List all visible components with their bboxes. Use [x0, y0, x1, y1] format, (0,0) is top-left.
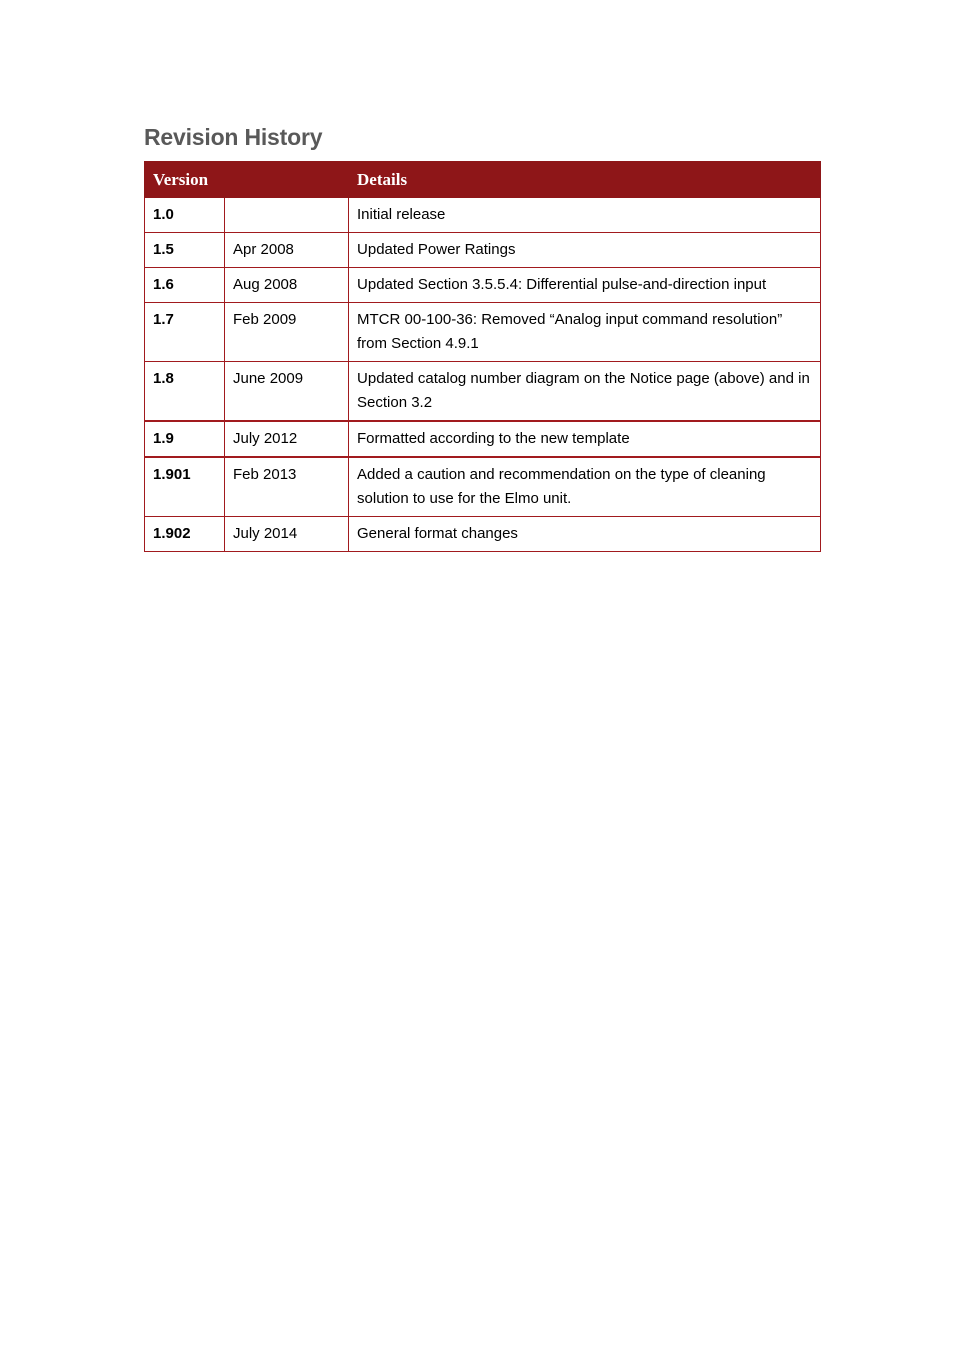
version-cell: 1.9 [145, 421, 225, 457]
version-cell: 1.0 [145, 198, 225, 233]
date-cell: July 2012 [225, 421, 349, 457]
details-cell: Formatted according to the new template [349, 421, 821, 457]
table-header-row [145, 162, 821, 198]
date-cell: Feb 2013 [225, 457, 349, 517]
details-cell: Updated Section 3.5.5.4: Differential pulse-and-direction input [349, 268, 821, 303]
date-cell [225, 198, 349, 233]
table-row [145, 268, 821, 303]
date-cell: Aug 2008 [225, 268, 349, 303]
version-cell: 1.6 [145, 268, 225, 303]
date-cell: Feb 2009 [225, 303, 349, 362]
details-cell: Initial release [349, 198, 821, 233]
table-row [145, 303, 821, 362]
table-row [145, 362, 821, 422]
header-version: Version [145, 162, 349, 198]
table-row [145, 421, 821, 457]
date-cell: Apr 2008 [225, 233, 349, 268]
details-cell: MTCR 00-100-36: Removed “Analog input command resolution” from Section 4.9.1 [349, 303, 821, 362]
table-row [145, 457, 821, 517]
table-row [145, 198, 821, 233]
version-cell: 1.5 [145, 233, 225, 268]
date-cell: June 2009 [225, 362, 349, 422]
table-row [145, 233, 821, 268]
header-details: Details [349, 162, 821, 198]
details-cell: Updated catalog number diagram on the Notice page (above) and in Section 3.2 [349, 362, 821, 422]
version-cell: 1.901 [145, 457, 225, 517]
revision-history-table [144, 161, 821, 552]
version-cell: 1.902 [145, 517, 225, 552]
details-cell: Added a caution and recommendation on the type of cleaning solution to use for the Elmo unit. [349, 457, 821, 517]
version-cell: 1.7 [145, 303, 225, 362]
details-cell: Updated Power Ratings [349, 233, 821, 268]
page-title: Revision History [144, 124, 323, 150]
date-cell: July 2014 [225, 517, 349, 552]
details-cell: General format changes [349, 517, 821, 552]
version-cell: 1.8 [145, 362, 225, 422]
table-row [145, 517, 821, 552]
